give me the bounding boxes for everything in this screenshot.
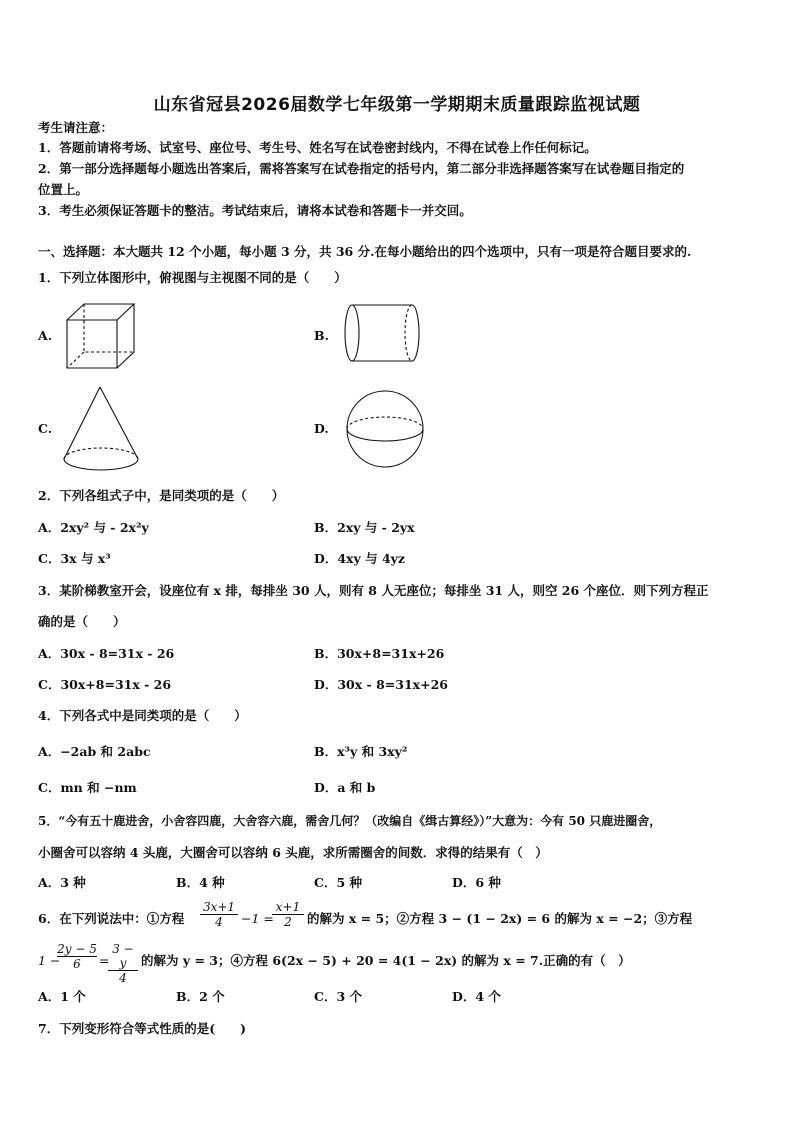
cone-icon	[60, 385, 144, 477]
q4-option-d: D．a 和 b	[314, 780, 376, 795]
notice-item-2-cont: 位置上。	[38, 182, 89, 197]
q6-option-d: D．4 个	[452, 989, 501, 1004]
q6-fraction-1	[200, 900, 238, 929]
q6-fraction-1-denominator: 4	[200, 914, 238, 929]
q3-option-a: A．30x - 8=31x - 26	[38, 646, 175, 661]
q2-option-c: C．3x 与 x³	[38, 551, 111, 566]
q5-option-b: B．4 种	[176, 875, 225, 890]
q3-option-d: D．30x - 8=31x+26	[314, 677, 448, 692]
q1-option-c-label: C.	[38, 421, 53, 436]
q3-option-c: C．30x+8=31x - 26	[38, 677, 172, 692]
q5-stem-line2: 小圈舍可以容纳 4 头鹿，大圈舍可以容纳 6 头鹿，求所需圈舍的间数．求得的结果有（ ）	[38, 845, 548, 860]
q3-option-b: B．30x+8=31x+26	[314, 646, 445, 661]
notice-item-1: 1．答题前请将考场、试室号、座位号、考生号、姓名写在试卷密封线内，不得在试卷上作任何标记。	[38, 140, 597, 155]
q4-option-a: A．−2ab 和 2abc	[38, 744, 151, 759]
q6-fraction-2-denominator: 2	[272, 914, 304, 929]
q6-fraction-3	[57, 942, 97, 971]
q1-stem: 1．下列立体图形中，俯视图与主视图不同的是（ ）	[38, 270, 347, 285]
notice-heading: 考生请注意：	[38, 120, 114, 135]
q5-option-c: C．5 种	[314, 875, 362, 890]
q6-fraction-2	[272, 900, 304, 929]
q6-text-part6: 的解为 y = 3；④方程 6(2x − 5) + 20 = 4(1 − 2x) 的解为 x = 7.正确的有（ ）	[141, 953, 631, 968]
q6-fraction-4-numerator: 3 − y	[112, 942, 134, 970]
section-heading: 一、选择题：本大题共 12 个小题，每小题 3 分，共 36 分.在每小题给出的四个选项中，只有一项是符合题目要求的.	[38, 244, 692, 259]
sphere-icon	[344, 388, 428, 472]
q6-text-part5: =	[99, 953, 110, 968]
q2-option-a: A．2xy² 与 - 2x²y	[38, 520, 149, 535]
notice-item-2: 2．第一部分选择题每小题选出答案后，需将答案写在试卷指定的括号内，第二部分非选择题答案写在试卷题目指定的	[38, 161, 685, 176]
q6-fraction-4	[108, 942, 138, 985]
q2-option-b: B．2xy 与 - 2yx	[314, 520, 415, 535]
q6-text-part1: 6．在下列说法中：①方程	[38, 911, 185, 926]
notice-item-3: 3．考生必须保证答题卡的整洁。考试结束后，请将本试卷和答题卡一并交回。	[38, 203, 472, 218]
page-title: 山东省冠县2026届数学七年级第一学期期末质量跟踪监视试题	[153, 95, 641, 115]
q7-stem: 7．下列变形符合等式性质的是( )	[38, 1021, 247, 1036]
q1-option-a-label: A.	[38, 328, 53, 343]
q5-option-a: A．3 种	[38, 875, 86, 890]
q4-option-b: B．x³y 和 3xy²	[314, 744, 408, 759]
q6-option-c: C．3 个	[314, 989, 362, 1004]
q4-option-c: C．mn 和 −nm	[38, 780, 137, 795]
q2-option-d: D．4xy 与 4yz	[314, 551, 406, 566]
q1-option-d-label: D.	[314, 421, 329, 436]
q5-stem-line1: 5．“今有五十鹿进舍，小舍容四鹿，大舍容六鹿，需舍几何？（改编自《缉古算经》）”大意为：今有 50 只鹿进圈舍，	[38, 814, 662, 828]
q5-option-d: D．6 种	[452, 875, 501, 890]
q6-text-part4: 1 −	[38, 953, 61, 968]
q1-option-b-label: B.	[314, 328, 329, 343]
q3-stem-line2: 确的是（ ）	[38, 614, 126, 629]
q6-option-a: A．1 个	[38, 989, 86, 1004]
q6-text-part2: −1 =	[241, 911, 274, 926]
cylinder-icon	[340, 302, 430, 364]
q6-fraction-1-numerator: 3x+1	[202, 900, 236, 914]
q6-fraction-4-denominator: 4	[108, 970, 138, 985]
cube-icon	[62, 300, 142, 372]
q6-fraction-2-numerator: x+1	[275, 900, 301, 914]
q6-option-b: B．2 个	[176, 989, 225, 1004]
q4-stem: 4．下列各式中是同类项的是（ ）	[38, 708, 247, 723]
q6-fraction-3-numerator: 2y − 5	[57, 942, 97, 956]
q6-fraction-3-denominator: 6	[57, 956, 97, 971]
q3-stem-line1: 3．某阶梯教室开会，设座位有 x 排，每排坐 30 人，则有 8 人无座位；每排坐 31 人，则空 26 个座位．则下列方程正	[38, 583, 709, 598]
q2-stem: 2．下列各组式子中，是同类项的是（ ）	[38, 488, 285, 503]
q6-text-part3: 的解为 x = 5；②方程 3 − (1 − 2x) = 6 的解为 x = −2；③方程	[307, 911, 693, 926]
